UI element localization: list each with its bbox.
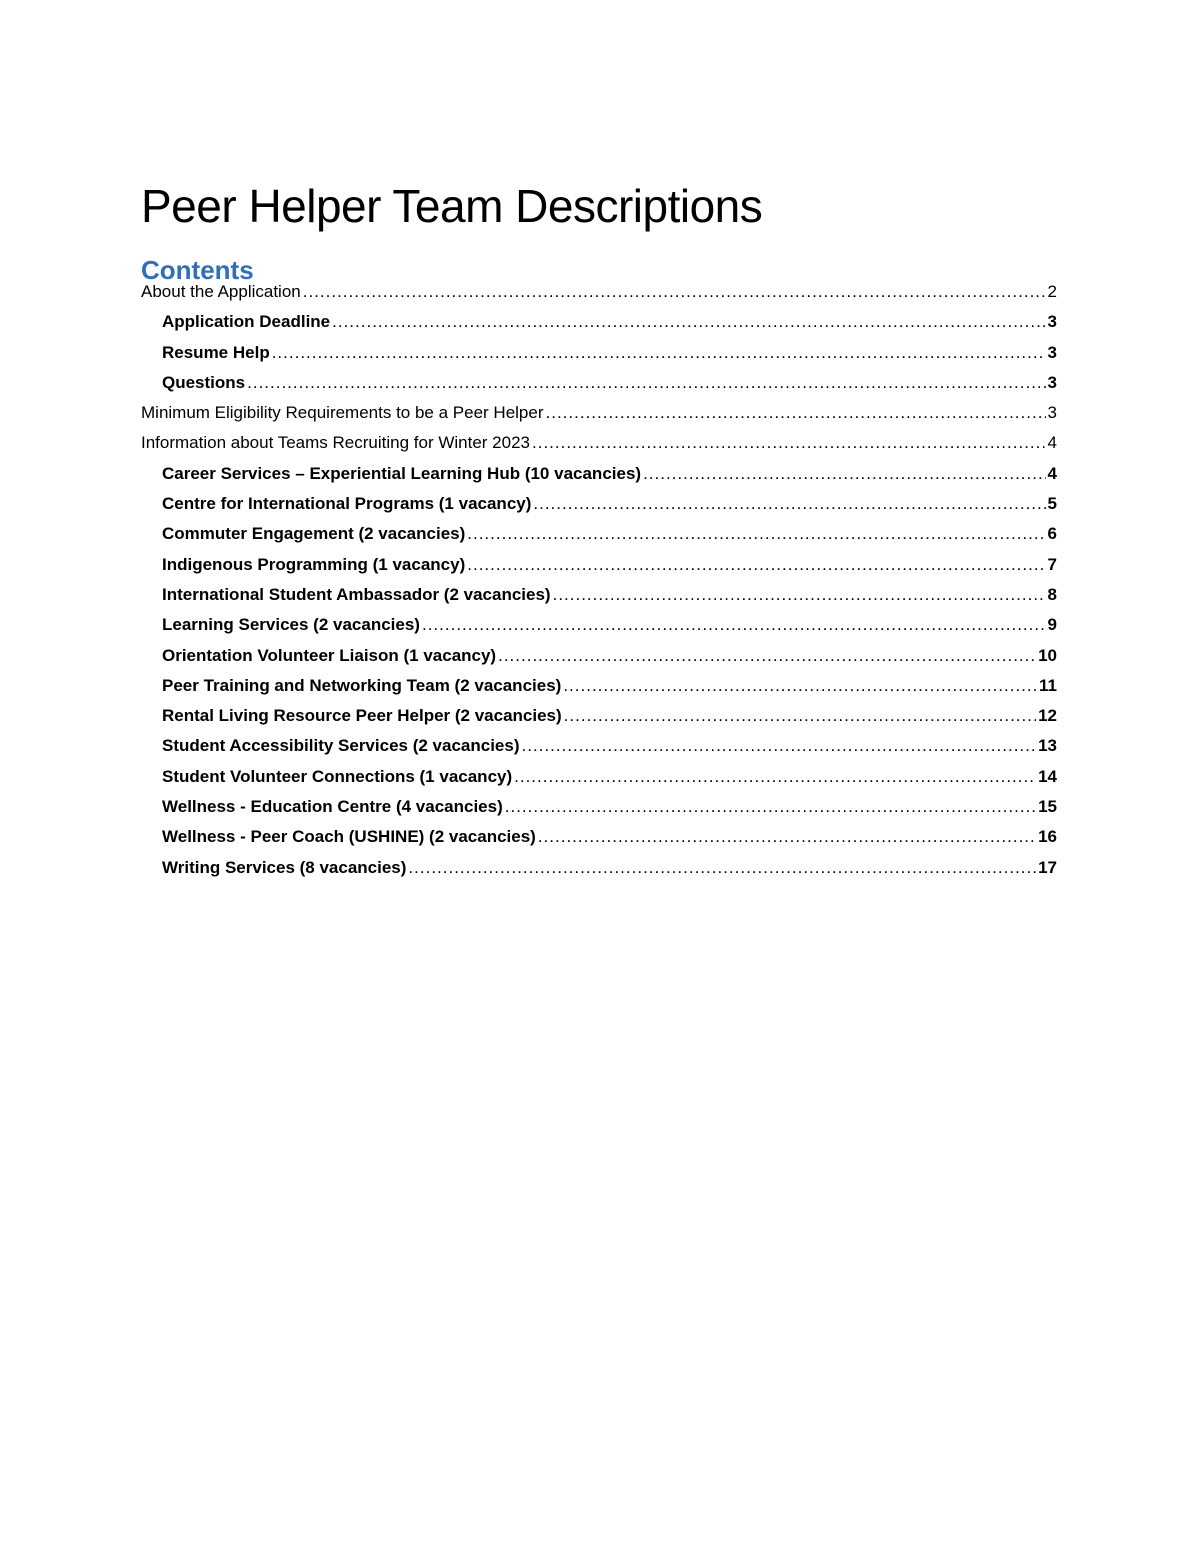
toc-dot-leader: [522, 731, 1037, 761]
toc-entry-text: Student Volunteer Connections (1 vacancy): [162, 766, 513, 786]
toc-entry[interactable]: [141, 853, 1057, 883]
toc-page-number: 4: [1047, 463, 1057, 483]
toc-entry[interactable]: [141, 792, 1057, 822]
toc-page-number: 2: [1047, 282, 1057, 301]
toc-entry[interactable]: [141, 701, 1057, 731]
toc-entry[interactable]: [141, 580, 1057, 610]
toc-entry-text: Minimum Eligibility Requirements to be a Peer Helper: [141, 403, 544, 423]
toc-entry[interactable]: [141, 428, 1057, 458]
toc-entry-text: About the Application: [141, 282, 301, 301]
toc-page-number: 14: [1038, 766, 1057, 786]
toc-entry[interactable]: [141, 368, 1057, 398]
toc-page-number: 8: [1047, 584, 1057, 604]
toc-dot-leader: [563, 671, 1037, 701]
toc-page-number: 7: [1047, 554, 1057, 574]
toc-entry-text: Peer Training and Networking Team (2 vacancies): [162, 675, 562, 695]
toc-dot-leader: [467, 519, 1045, 549]
toc-dot-leader: [422, 610, 1046, 640]
toc-entry-text: Learning Services (2 vacancies): [162, 615, 420, 635]
toc-dot-leader: [303, 277, 1046, 307]
toc-dot-leader: [498, 641, 1036, 671]
toc-entry[interactable]: [141, 307, 1057, 337]
toc-page-number: 6: [1047, 524, 1057, 544]
toc-dot-leader: [643, 459, 1045, 489]
toc-page-number: 16: [1038, 827, 1057, 847]
toc-entry[interactable]: [141, 277, 1057, 307]
toc-dot-leader: [533, 489, 1045, 519]
table-of-contents: [141, 277, 1057, 883]
toc-entry-text: Writing Services (8 vacancies): [162, 857, 407, 877]
toc-entry[interactable]: [141, 671, 1057, 701]
toc-entry[interactable]: [141, 459, 1057, 489]
toc-entry-text: Resume Help: [162, 342, 270, 362]
toc-dot-leader: [505, 792, 1036, 822]
toc-entry[interactable]: [141, 762, 1057, 792]
toc-page-number: 3: [1047, 342, 1057, 362]
toc-entry-text: Career Services – Experiential Learning Hub (10 vacancies): [162, 463, 642, 483]
toc-entry-text: Indigenous Programming (1 vacancy): [162, 554, 466, 574]
toc-dot-leader: [408, 853, 1036, 883]
toc-entry[interactable]: [141, 489, 1057, 519]
toc-entry[interactable]: [141, 398, 1057, 428]
toc-entry-text: Questions: [162, 372, 246, 392]
toc-dot-leader: [546, 398, 1046, 428]
toc-entry-text: Commuter Engagement (2 vacancies): [162, 524, 466, 544]
toc-entry[interactable]: [141, 731, 1057, 761]
toc-dot-leader: [272, 338, 1046, 368]
toc-page-number: 3: [1047, 312, 1057, 332]
toc-page-number: 11: [1039, 675, 1057, 695]
toc-page-number: 10: [1038, 645, 1057, 665]
toc-entry-text: Wellness - Education Centre (4 vacancies): [162, 797, 503, 817]
toc-page-number: 3: [1047, 403, 1057, 423]
toc-page-number: 4: [1047, 433, 1057, 453]
toc-entry-text: Application Deadline: [162, 312, 331, 332]
toc-dot-leader: [532, 428, 1046, 458]
toc-entry[interactable]: [141, 641, 1057, 671]
toc-dot-leader: [247, 368, 1045, 398]
toc-entry[interactable]: [141, 610, 1057, 640]
toc-entry-text: Information about Teams Recruiting for Winter 2023: [141, 433, 530, 453]
toc-dot-leader: [553, 580, 1046, 610]
toc-page-number: 3: [1047, 372, 1057, 392]
toc-entry[interactable]: [141, 822, 1057, 852]
toc-page-number: 12: [1038, 706, 1057, 726]
toc-heading: Contents: [141, 254, 254, 285]
toc-dot-leader: [564, 701, 1036, 731]
toc-dot-leader: [538, 822, 1036, 852]
toc-entry[interactable]: [141, 519, 1057, 549]
toc-entry-text: Orientation Volunteer Liaison (1 vacancy): [162, 645, 497, 665]
toc-dot-leader: [514, 762, 1036, 792]
toc-entry[interactable]: [141, 338, 1057, 368]
toc-entry-text: International Student Ambassador (2 vacancies): [162, 584, 551, 604]
toc-dot-leader: [467, 550, 1045, 580]
toc-page-number: 17: [1038, 857, 1057, 877]
toc-entry-text: Centre for International Programs (1 vacancy): [162, 494, 532, 514]
toc-page-number: 13: [1038, 736, 1057, 756]
toc-page-number: 5: [1047, 494, 1057, 514]
toc-entry[interactable]: [141, 550, 1057, 580]
toc-dot-leader: [332, 307, 1045, 337]
toc-entry-text: Rental Living Resource Peer Helper (2 vacancies): [162, 706, 562, 726]
toc-entry-text: Wellness - Peer Coach (USHINE) (2 vacancies): [162, 827, 536, 847]
toc-page-number: 15: [1038, 797, 1057, 817]
document-title: Peer Helper Team Descriptions: [141, 179, 763, 232]
toc-page-number: 9: [1047, 615, 1057, 635]
toc-entry-text: Student Accessibility Services (2 vacancies): [162, 736, 520, 756]
